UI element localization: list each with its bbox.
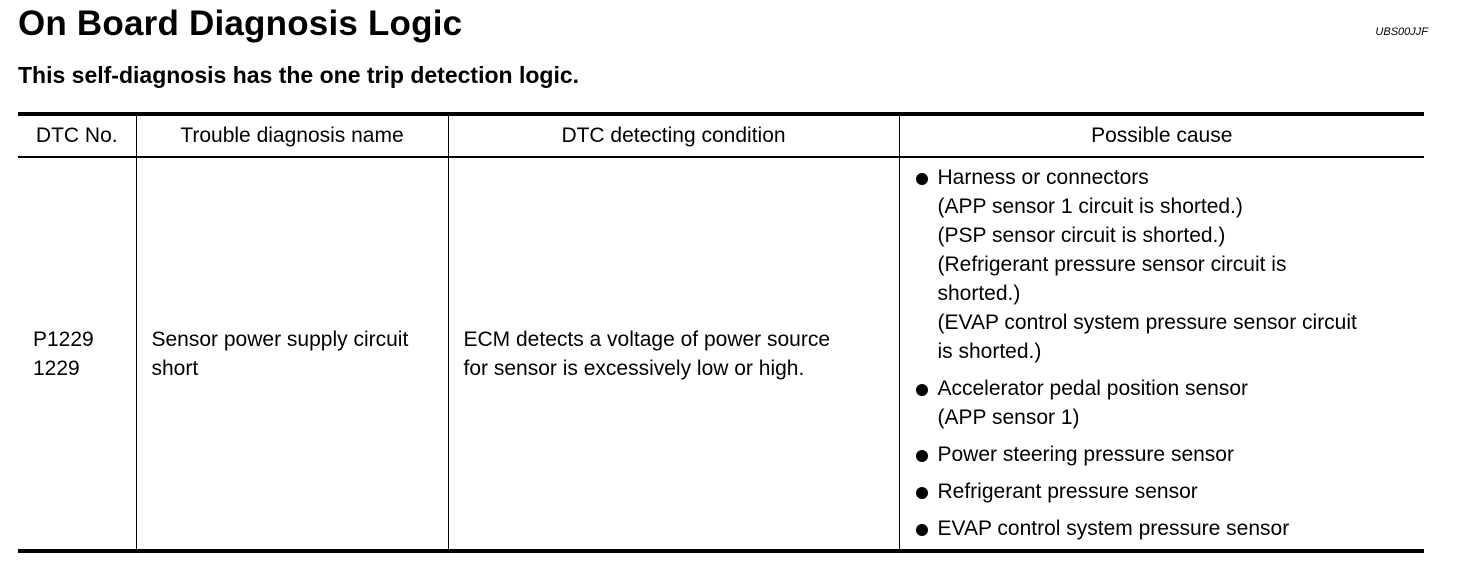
list-item: [916, 477, 1417, 506]
column-header-dtc-no: DTC No.: [18, 114, 136, 157]
bullet-icon: [916, 384, 928, 396]
cause-text: [938, 477, 1198, 506]
cause-line: EVAP control system pressure sensor: [937, 517, 1290, 540]
possible-cause-list: [916, 163, 1417, 543]
diagnosis-name-line: short: [151, 356, 199, 380]
cause-line: (APP sensor 1 circuit is shorted.): [937, 195, 1243, 218]
cause-line: Refrigerant pressure sensor: [937, 480, 1198, 503]
document-id: UBS00JJF: [1375, 26, 1428, 38]
possible-cause-cell: [899, 157, 1424, 551]
detecting-condition-cell: [448, 157, 899, 551]
bullet-icon: [916, 487, 928, 499]
cause-line: Harness or connectors: [937, 166, 1149, 189]
cause-text: [938, 374, 1249, 432]
bullet-icon: [916, 173, 928, 185]
condition-line: ECM detects a voltage of power source: [463, 327, 831, 351]
diagnosis-table: [18, 112, 1424, 553]
list-item: [916, 440, 1417, 469]
trouble-diagnosis-name-cell: [136, 157, 448, 551]
dtc-code: P1229: [33, 327, 94, 351]
cause-line: (EVAP control system pressure sensor circuit: [937, 311, 1357, 334]
dtc-number-cell: [18, 157, 136, 551]
table-header-row: [18, 114, 1424, 157]
cause-line: (Refrigerant pressure sensor circuit is: [937, 253, 1287, 276]
cause-text: [938, 163, 1357, 366]
diagnosis-name-line: Sensor power supply circuit: [151, 327, 409, 351]
bullet-icon: [916, 450, 928, 462]
table-row: [18, 157, 1424, 551]
list-item: [916, 163, 1417, 366]
page-title: On Board Diagnosis Logic: [18, 4, 463, 43]
column-header-possible-cause: Possible cause: [899, 114, 1424, 157]
bullet-icon: [916, 524, 928, 536]
cause-text: [938, 440, 1234, 469]
cause-line: Accelerator pedal position sensor: [937, 377, 1249, 400]
cause-line: shorted.): [937, 282, 1021, 305]
condition-line: for sensor is excessively low or high.: [463, 356, 805, 380]
cause-line: Power steering pressure sensor: [937, 443, 1234, 466]
cause-line: is shorted.): [937, 340, 1042, 363]
dtc-code-short: 1229: [33, 356, 80, 380]
cause-line: (PSP sensor circuit is shorted.): [937, 224, 1226, 247]
cause-line: (APP sensor 1): [937, 406, 1080, 429]
page-subtitle: This self-diagnosis has the one trip detection logic.: [18, 62, 580, 88]
cause-text: [938, 514, 1290, 543]
list-item: [916, 374, 1417, 432]
list-item: [916, 514, 1417, 543]
column-header-trouble-diagnosis-name: Trouble diagnosis name: [136, 114, 448, 157]
column-header-dtc-detecting-condition: DTC detecting condition: [448, 114, 899, 157]
